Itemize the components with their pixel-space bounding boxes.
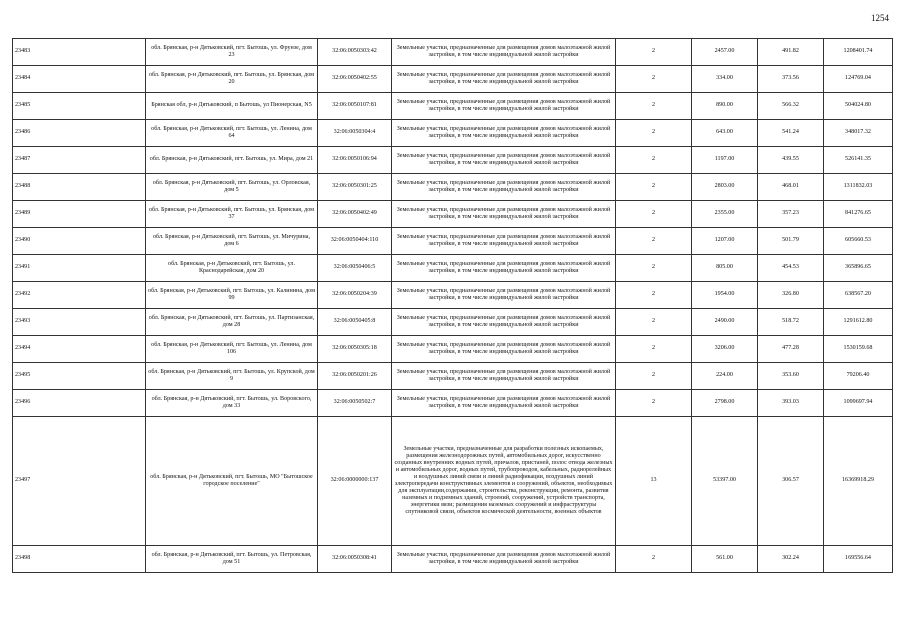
table-body [13, 39, 893, 573]
category-cell: 2 [616, 66, 692, 93]
specific-value-cell: 454.53 [758, 255, 824, 282]
table-row [13, 390, 893, 417]
category-cell: 13 [616, 417, 692, 546]
table-row [13, 363, 893, 390]
row-number: 23498 [13, 546, 146, 573]
specific-value-cell: 439.55 [758, 147, 824, 174]
table-row [13, 417, 893, 546]
category-cell: 2 [616, 282, 692, 309]
cadastral-value-cell: 526141.35 [824, 147, 893, 174]
area-cell: 224.00 [692, 363, 758, 390]
row-number: 23486 [13, 120, 146, 147]
category-cell: 2 [616, 546, 692, 573]
specific-value-cell: 306.57 [758, 417, 824, 546]
specific-value-cell: 468.01 [758, 174, 824, 201]
permitted-use-cell: Земельные участки, предназначенные для размещения домов малоэтажной жилой застройки, в том числе индивидуальной жилой застройки [392, 147, 616, 174]
area-cell: 3206.00 [692, 336, 758, 363]
row-number: 23491 [13, 255, 146, 282]
specific-value-cell: 518.72 [758, 309, 824, 336]
table-row [13, 255, 893, 282]
specific-value-cell: 566.32 [758, 93, 824, 120]
page-number: 1254 [871, 13, 889, 23]
cadastral-value-cell: 16369918.29 [824, 417, 893, 546]
row-number: 23487 [13, 147, 146, 174]
area-cell: 2798.00 [692, 390, 758, 417]
table-row [13, 228, 893, 255]
permitted-use-cell: Земельные участки, предназначенные для размещения домов малоэтажной жилой застройки, в том числе индивидуальной жилой застройки [392, 66, 616, 93]
address-cell: обл. Брянская, р-н Дятьковский, пгт. Бытошь, ул. Партизанская, дом 28 [146, 309, 318, 336]
table-row [13, 201, 893, 228]
address-cell: обл. Брянская, р-н Дятьковский, пгт. Бытошь, ул. Орловская, дом 5 [146, 174, 318, 201]
area-cell: 805.00 [692, 255, 758, 282]
address-cell: обл. Брянская, р-н Дятьковский, пгт. Бытошь, ул. Краснодарейская, дом 20 [146, 255, 318, 282]
category-cell: 2 [616, 363, 692, 390]
row-number: 23497 [13, 417, 146, 546]
cadastral-number-cell: 32:06:0050402:55 [318, 66, 392, 93]
specific-value-cell: 501.79 [758, 228, 824, 255]
cadastral-number-cell: 32:06:0050204:39 [318, 282, 392, 309]
cadastral-number-cell: 32:06:0050303:42 [318, 39, 392, 66]
cadastral-value-cell: 605660.53 [824, 228, 893, 255]
specific-value-cell: 353.60 [758, 363, 824, 390]
cadastral-value-cell: 504024.80 [824, 93, 893, 120]
area-cell: 2457.00 [692, 39, 758, 66]
row-number: 23489 [13, 201, 146, 228]
cadastral-value-cell: 124769.04 [824, 66, 893, 93]
area-cell: 2490.00 [692, 309, 758, 336]
cadastral-value-cell: 365896.65 [824, 255, 893, 282]
table-row [13, 147, 893, 174]
cadastral-number-cell: 32:06:0050106:94 [318, 147, 392, 174]
permitted-use-cell: Земельные участки, предназначенные для размещения домов малоэтажной жилой застройки, в том числе индивидуальной жилой застройки [392, 120, 616, 147]
area-cell: 2803.00 [692, 174, 758, 201]
row-number: 23488 [13, 174, 146, 201]
table-row [13, 66, 893, 93]
cadastral-number-cell: 32:06:0050107:81 [318, 93, 392, 120]
row-number: 23495 [13, 363, 146, 390]
permitted-use-cell: Земельные участки, предназначенные для размещения домов малоэтажной жилой застройки, в том числе индивидуальной жилой застройки [392, 390, 616, 417]
cadastral-number-cell: 32:06:0050305:18 [318, 336, 392, 363]
permitted-use-cell: Земельные участки, предназначенные для разработки полезных ископаемых, размещения железнодорожных путей, автомобильных дорог, искусственно созданных внутренних водных путей, причалов, пристаней, полос отвода железных и автомобильных дорог, водных путей, трубопроводов, кабельных, радиорелейных и воздушных линий связи и линий радиофикации, воздушных линий электропередачи конструктивных элементов и сооружений, объектов, необходимых для эксплуатации,содержания, строительства, реконструкции, ремонта, развития наземных и подземных зданий, строений, сооружений, устройств транспорта, энергетики вязи; размещения наземных сооружений и инфраструктуры спутниковой связи, объектов космической деятельности, военных объектов [392, 417, 616, 546]
address-cell: обл. Брянская, р-н Дятьковский, пгт. Бытошь, ул. Брянская, дом 20 [146, 66, 318, 93]
table-row [13, 282, 893, 309]
permitted-use-cell: Земельные участки, предназначенные для размещения домов малоэтажной жилой застройки, в том числе индивидуальной жилой застройки [392, 93, 616, 120]
cadastral-value-cell: 1530159.68 [824, 336, 893, 363]
table-row [13, 309, 893, 336]
address-cell: обл. Брянская, р-н Дятьковский, пгт. Бытошь, ул. Брянская, дом 37 [146, 201, 318, 228]
specific-value-cell: 393.03 [758, 390, 824, 417]
specific-value-cell: 491.82 [758, 39, 824, 66]
permitted-use-cell: Земельные участки, предназначенные для размещения домов малоэтажной жилой застройки, в том числе индивидуальной жилой застройки [392, 546, 616, 573]
permitted-use-cell: Земельные участки, предназначенные для размещения домов малоэтажной жилой застройки, в том числе индивидуальной жилой застройки [392, 336, 616, 363]
address-cell: обл. Брянская, р-н Дятьковский, пгт. Бытошь, ул. Ленина, дом 106 [146, 336, 318, 363]
area-cell: 1207.00 [692, 228, 758, 255]
table-row [13, 546, 893, 573]
row-number: 23490 [13, 228, 146, 255]
specific-value-cell: 302.24 [758, 546, 824, 573]
cadastral-number-cell: 32:06:0050301:25 [318, 174, 392, 201]
row-number: 23483 [13, 39, 146, 66]
address-cell: обл. Брянская, р-н Дятьковский, пгт. Бытошь, ул. Воровского, дом 33 [146, 390, 318, 417]
land-registry-table [12, 38, 893, 573]
specific-value-cell: 357.23 [758, 201, 824, 228]
area-cell: 890.00 [692, 93, 758, 120]
cadastral-number-cell: 32:06:0050502:7 [318, 390, 392, 417]
cadastral-value-cell: 1311832.03 [824, 174, 893, 201]
cadastral-value-cell: 169556.64 [824, 546, 893, 573]
cadastral-number-cell: 32:06:0050404:110 [318, 228, 392, 255]
permitted-use-cell: Земельные участки, предназначенные для размещения домов малоэтажной жилой застройки, в том числе индивидуальной жилой застройки [392, 201, 616, 228]
address-cell: обл. Брянская, р-н Дятьковский, пгт. Бытошь, ул. Фрунзе, дом 23 [146, 39, 318, 66]
address-cell: обл. Брянская, р-н Дятьковский, пгт. Бытошь, ул. Крупской, дом 9 [146, 363, 318, 390]
cadastral-value-cell: 348017.32 [824, 120, 893, 147]
area-cell: 334.00 [692, 66, 758, 93]
permitted-use-cell: Земельные участки, предназначенные для размещения домов малоэтажной жилой застройки, в том числе индивидуальной жилой застройки [392, 363, 616, 390]
table-row [13, 174, 893, 201]
cadastral-value-cell: 1099697.94 [824, 390, 893, 417]
row-number: 23484 [13, 66, 146, 93]
area-cell: 1954.00 [692, 282, 758, 309]
address-cell: обл. Брянская, р-н Дятьковский, пгт. Бытошь, ул. Мичурина, дом 6 [146, 228, 318, 255]
row-number: 23493 [13, 309, 146, 336]
category-cell: 2 [616, 147, 692, 174]
permitted-use-cell: Земельные участки, предназначенные для размещения домов малоэтажной жилой застройки, в том числе индивидуальной жилой застройки [392, 255, 616, 282]
table-row [13, 336, 893, 363]
specific-value-cell: 373.56 [758, 66, 824, 93]
category-cell: 2 [616, 309, 692, 336]
area-cell: 53397.00 [692, 417, 758, 546]
category-cell: 2 [616, 390, 692, 417]
permitted-use-cell: Земельные участки, предназначенные для размещения домов малоэтажной жилой застройки, в том числе индивидуальной жилой застройки [392, 282, 616, 309]
address-cell: обл. Брянская, р-н Дятьковский, пгт. Бытошь, МО "Бытошское городское поселение" [146, 417, 318, 546]
category-cell: 2 [616, 255, 692, 282]
category-cell: 2 [616, 39, 692, 66]
cadastral-number-cell: 32:06:0050308:41 [318, 546, 392, 573]
specific-value-cell: 326.80 [758, 282, 824, 309]
cadastral-number-cell: 32:06:0050304:4 [318, 120, 392, 147]
permitted-use-cell: Земельные участки, предназначенные для размещения домов малоэтажной жилой застройки, в том числе индивидуальной жилой застройки [392, 309, 616, 336]
permitted-use-cell: Земельные участки, предназначенные для размещения домов малоэтажной жилой застройки, в том числе индивидуальной жилой застройки [392, 228, 616, 255]
row-number: 23492 [13, 282, 146, 309]
cadastral-value-cell: 1208401.74 [824, 39, 893, 66]
specific-value-cell: 541.24 [758, 120, 824, 147]
specific-value-cell: 477.28 [758, 336, 824, 363]
area-cell: 1197.00 [692, 147, 758, 174]
area-cell: 643.00 [692, 120, 758, 147]
cadastral-number-cell: 32:06:0050201:26 [318, 363, 392, 390]
row-number: 23485 [13, 93, 146, 120]
address-cell: обл. Брянская, р-н Дятьковский, пгт. Бытошь, ул. Мира, дом 21 [146, 147, 318, 174]
cadastral-number-cell: 32:06:0050406:5 [318, 255, 392, 282]
cadastral-number-cell: 32:06:0000000:137 [318, 417, 392, 546]
category-cell: 2 [616, 120, 692, 147]
row-number: 23496 [13, 390, 146, 417]
cadastral-number-cell: 32:06:0050402:49 [318, 201, 392, 228]
cadastral-value-cell: 1291612.80 [824, 309, 893, 336]
category-cell: 2 [616, 228, 692, 255]
table-row [13, 39, 893, 66]
permitted-use-cell: Земельные участки, предназначенные для размещения домов малоэтажной жилой застройки, в том числе индивидуальной жилой застройки [392, 39, 616, 66]
category-cell: 2 [616, 336, 692, 363]
cadastral-value-cell: 79206.40 [824, 363, 893, 390]
table-row [13, 93, 893, 120]
address-cell: обл. Брянская, р-н Дятьковский, пгт. Бытошь, ул. Петровская, дом 51 [146, 546, 318, 573]
cadastral-value-cell: 638567.20 [824, 282, 893, 309]
category-cell: 2 [616, 93, 692, 120]
area-cell: 2355.00 [692, 201, 758, 228]
category-cell: 2 [616, 201, 692, 228]
table-row [13, 120, 893, 147]
cadastral-number-cell: 32:06:0050405:8 [318, 309, 392, 336]
permitted-use-cell: Земельные участки, предназначенные для размещения домов малоэтажной жилой застройки, в том числе индивидуальной жилой застройки [392, 174, 616, 201]
cadastral-value-cell: 841276.65 [824, 201, 893, 228]
category-cell: 2 [616, 174, 692, 201]
row-number: 23494 [13, 336, 146, 363]
area-cell: 561.00 [692, 546, 758, 573]
address-cell: Брянская обл, р-н Дятьковский, п Бытошь, ул Пионерская, N5 [146, 93, 318, 120]
address-cell: обл. Брянская, р-н Дятьковский, пгт. Бытошь, ул. Ленина, дом 64 [146, 120, 318, 147]
address-cell: обл. Брянская, р-н Дятьковский, пгт. Бытошь, ул. Калинина, дом 99 [146, 282, 318, 309]
